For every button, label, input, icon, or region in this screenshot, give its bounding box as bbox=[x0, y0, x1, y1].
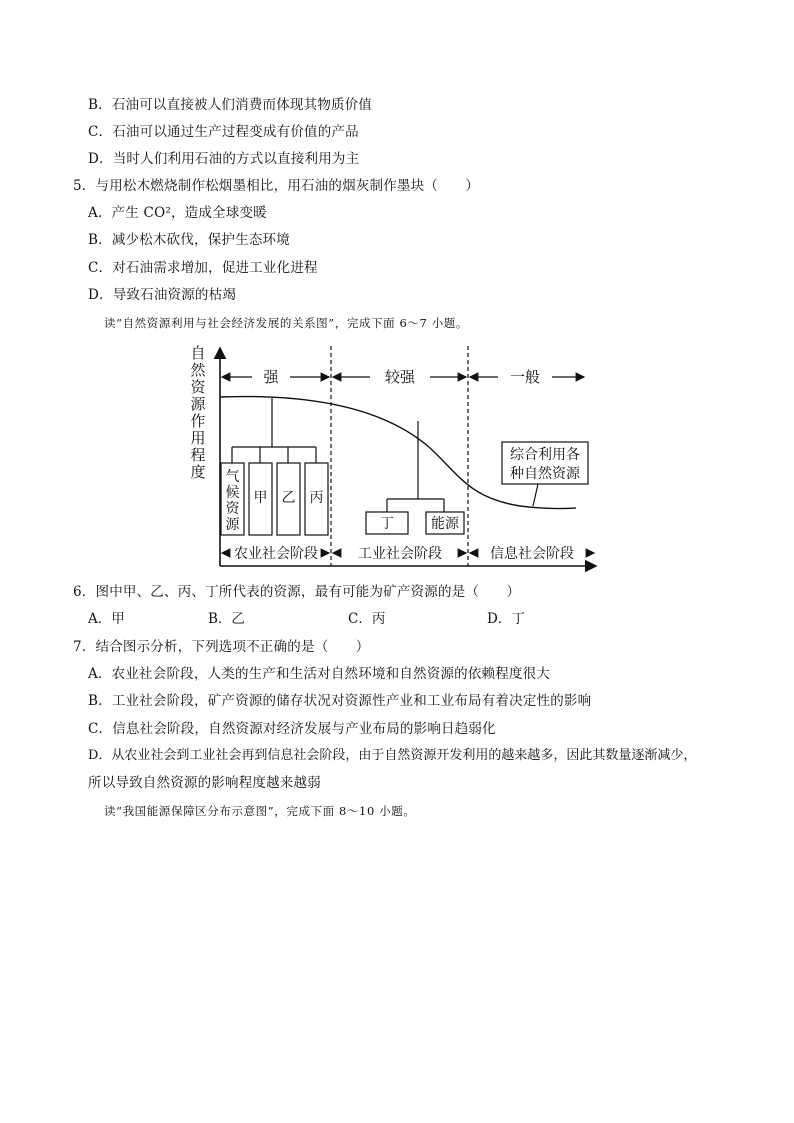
box-yi-label: 乙 bbox=[281, 490, 296, 506]
level-stronger: 较强 bbox=[384, 368, 416, 386]
q6-option-c: C．丙 bbox=[348, 611, 386, 627]
q7-option-d-cont: 所以导致自然资源的影响程度越来越弱 bbox=[88, 775, 321, 791]
level-normal: 一般 bbox=[509, 368, 541, 386]
q6-option-d: D．丁 bbox=[487, 611, 525, 627]
q4-option-b: B．石油可以直接被人们消费而体现其物质价值 bbox=[88, 97, 373, 113]
level-strong: 强 bbox=[263, 368, 279, 386]
stage-industrial: 工业社会阶段 bbox=[358, 546, 442, 562]
q7-option-b: B．工业社会阶段，矿产资源的储存状况对资源性产业和工业布局有着决定性的影响 bbox=[88, 693, 592, 709]
box-climate-char: 气 bbox=[225, 469, 240, 485]
q4-option-d: D．当时人们利用石油的方式以直接利用为主 bbox=[88, 151, 360, 167]
box-bing-label: 丙 bbox=[309, 490, 324, 506]
q6-stem: 6．图中甲、乙、丙、丁所代表的资源，最有可能为矿产资源的是（ ） bbox=[73, 584, 521, 600]
stage-information: 信息社会阶段 bbox=[490, 546, 574, 562]
q6-option-a: A．甲 bbox=[88, 611, 125, 627]
q5-option-c: C．对石油需求增加，促进工业化进程 bbox=[88, 260, 318, 276]
q7-option-c: C．信息社会阶段，自然资源对经济发展与产业布局的影响日趋弱化 bbox=[88, 721, 496, 737]
q7-stem: 7．结合图示分析，下列选项不正确的是（ ） bbox=[73, 639, 370, 655]
box-climate-char: 资 bbox=[225, 501, 240, 517]
box-integrated-line1: 综合利用各 bbox=[510, 447, 580, 463]
y-label-char: 用 bbox=[190, 429, 206, 447]
y-label-char: 度 bbox=[190, 463, 206, 481]
q5-stem: 5．与用松木燃烧制作松烟墨相比，用石油的烟灰制作墨块（ ） bbox=[73, 178, 480, 194]
q5-option-a: A．产生 CO²，造成全球变暖 bbox=[88, 205, 267, 221]
box-integrated-line2: 种自然资源 bbox=[510, 466, 580, 482]
q6-option-b: B．乙 bbox=[208, 611, 245, 627]
q7-option-a: A．农业社会阶段，人类的生产和生活对自然环境和自然资源的依赖程度很大 bbox=[88, 666, 551, 682]
box-climate-char: 候 bbox=[225, 485, 240, 501]
y-label-char: 作 bbox=[190, 412, 206, 430]
y-label-char: 程 bbox=[190, 446, 206, 464]
q7-option-d: D．从农业社会到工业社会再到信息社会阶段，由于自然资源开发利用的越来越多，因此其数量逐渐减少， bbox=[88, 748, 697, 763]
box-climate-char: 源 bbox=[225, 517, 240, 533]
box-ding-label: 丁 bbox=[380, 516, 394, 532]
q5-option-d: D．导致石油资源的枯竭 bbox=[88, 287, 237, 303]
intro-6-7: 读“自然资源利用与社会经济发展的关系图”，完成下面 6～7 小题。 bbox=[104, 316, 468, 330]
y-label-char: 然 bbox=[190, 361, 206, 379]
box-energy-label: 能源 bbox=[431, 516, 459, 532]
y-label-char: 资 bbox=[190, 378, 206, 396]
q4-option-c: C．石油可以通过生产过程变成有价值的产品 bbox=[88, 124, 359, 140]
y-label-char: 自 bbox=[190, 344, 206, 362]
resource-development-diagram bbox=[180, 338, 620, 578]
box-jia-label: 甲 bbox=[253, 490, 268, 506]
intro-8-10: 读“我国能源保障区分布示意图”，完成下面 8～10 小题。 bbox=[104, 804, 416, 818]
y-label-char: 源 bbox=[190, 395, 206, 413]
q5-option-b: B．减少松木砍伐，保护生态环境 bbox=[88, 232, 290, 248]
stage-agricultural: 农业社会阶段 bbox=[234, 546, 318, 562]
